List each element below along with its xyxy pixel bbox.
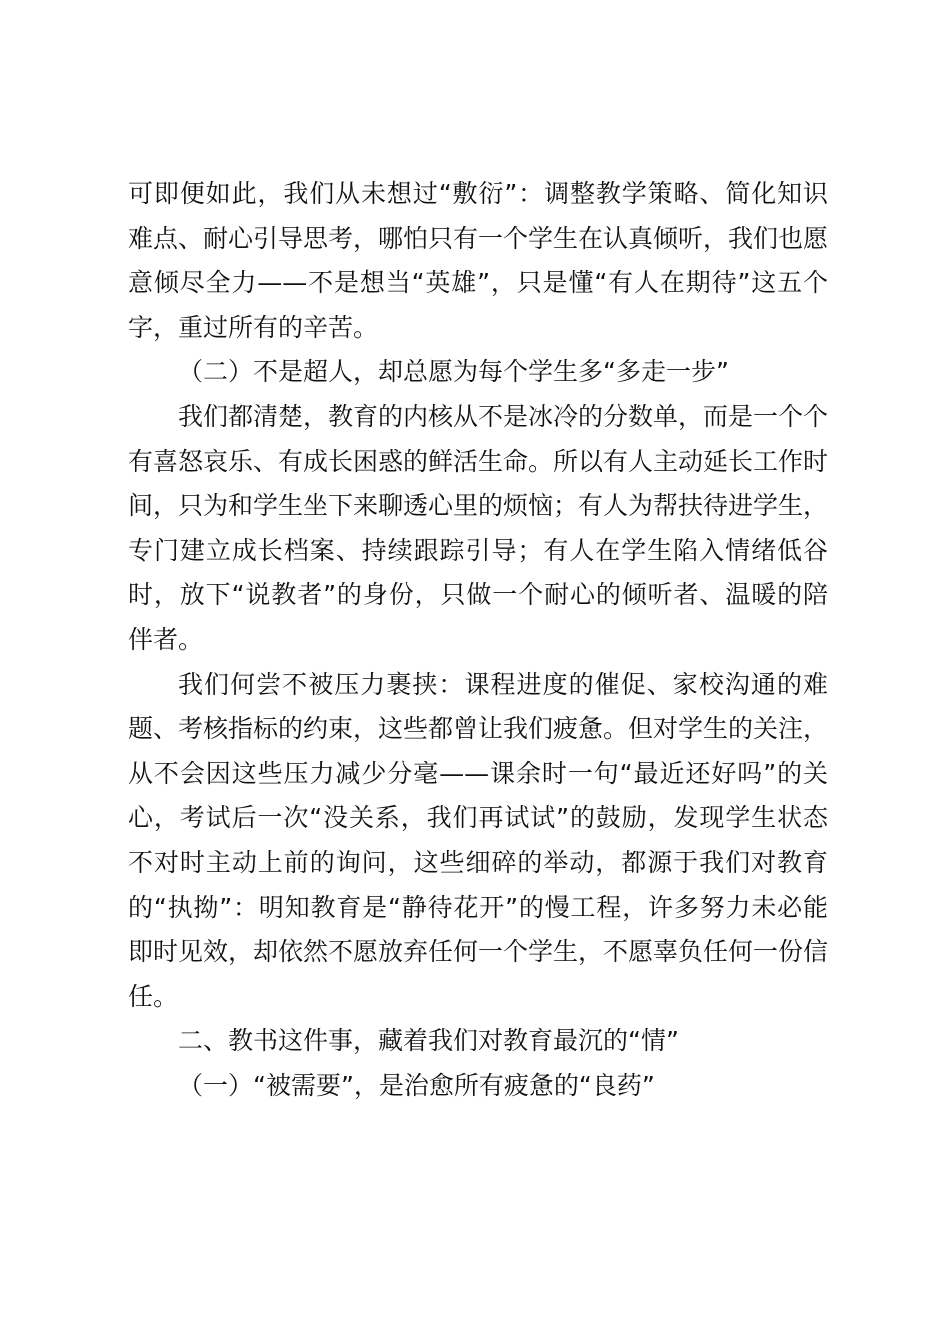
section-heading-two: 二、教书这件事，藏着我们对教育最沉的“情”	[178, 1026, 679, 1056]
document-body	[128, 172, 828, 1108]
subheading-two: （二）不是超人，却总愿为每个学生多“多走一步”	[178, 357, 729, 387]
paragraph-pressure: 我们何尝不被压力裹挟：课程进度的催促、家校沟通的难题、考核指标的约束，这些都曾让我们疲惫。但对学生的关注，从不会因这些压力减少分毫——课余时一句“最近还好吗”的关心，考试后一次“没关系，我们再试试”的鼓励，发现学生状态不对时主动上前的询问，这些细碎的举动，都源于我们对教育的“执拗”：明知教育是“静待花开”的慢工程，许多努力未必能即时见效，却依然不愿放弃任何一个学生，不愿辜负任何一份信任。	[128, 669, 829, 1011]
paragraph-continuation: 可即便如此，我们从未想过“敷衍”：调整教学策略、简化知识难点、耐心引导思考，哪怕只有一个学生在认真倾听，我们也愿意倾尽全力——不是想当“英雄”，只是懂“有人在期待”这五个字，重过所有的辛苦。	[128, 179, 829, 342]
paragraph-students-care: 我们都清楚，教育的内核从不是冰冷的分数单，而是一个个有喜怒哀乐、有成长困惑的鲜活生命。所以有人主动延长工作时间，只为和学生坐下来聊透心里的烦恼；有人为帮扶待进学生，专门建立成长档案、持续跟踪引导；有人在学生陷入情绪低谷时，放下“说教者”的身份，只做一个耐心的倾听者、温暖的陪伴者。	[128, 401, 829, 654]
subheading-one: （一）“被需要”，是治愈所有疲惫的“良药”	[178, 1070, 655, 1100]
